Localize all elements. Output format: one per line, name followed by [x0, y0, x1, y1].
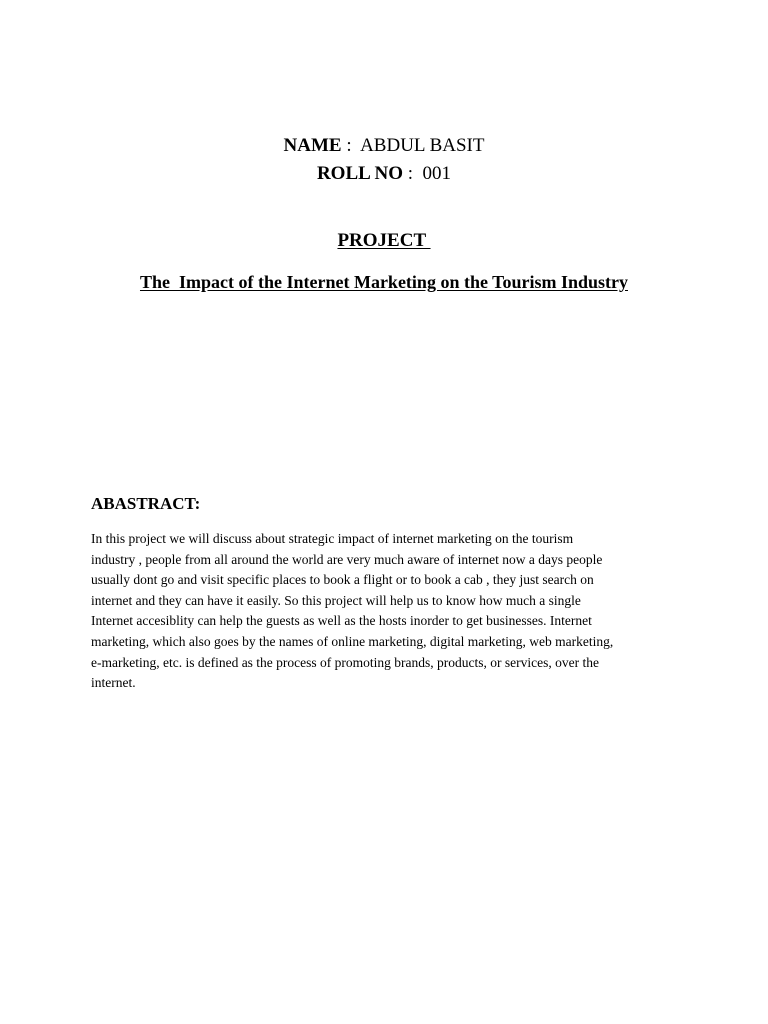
name-separator: : [341, 135, 361, 156]
abstract-line: internet. [91, 675, 136, 691]
roll-number-line [0, 162, 768, 186]
abstract-line: usually dont go and visit specific places to book a flight or to book a cab , they just search on [91, 572, 594, 588]
abstract-line: industry , people from all around the world are very much aware of internet now a days people [91, 551, 603, 567]
roll-separator: : [403, 163, 423, 184]
name-value: ABDUL BASIT [360, 135, 485, 156]
roll-label: ROLL NO [316, 163, 404, 184]
roll-value: 001 [422, 163, 452, 184]
project-heading: PROJECT [337, 230, 431, 251]
abstract-line: marketing, which also goes by the names of online marketing, digital marketing, web marketing, [91, 633, 614, 649]
project-title: The Impact of the Internet Marketing on the Tourism Industry [139, 272, 628, 292]
abstract-heading: ABASTRACT: [91, 494, 201, 513]
abstract-line: internet and they can have it easily. So this project will help us to know how much a single [91, 592, 581, 608]
abstract-body [91, 529, 691, 694]
student-name-line [0, 134, 768, 158]
abstract-line: In this project we will discuss about strategic impact of internet marketing on the tourism [91, 531, 574, 546]
abstract-line: e-marketing, etc. is defined as the process of promoting brands, products, or services, over the [91, 654, 599, 670]
name-label: NAME [283, 135, 342, 156]
abstract-line: Internet accesiblity can help the guests as well as the hosts inorder to get businesses. Internet [91, 613, 592, 629]
